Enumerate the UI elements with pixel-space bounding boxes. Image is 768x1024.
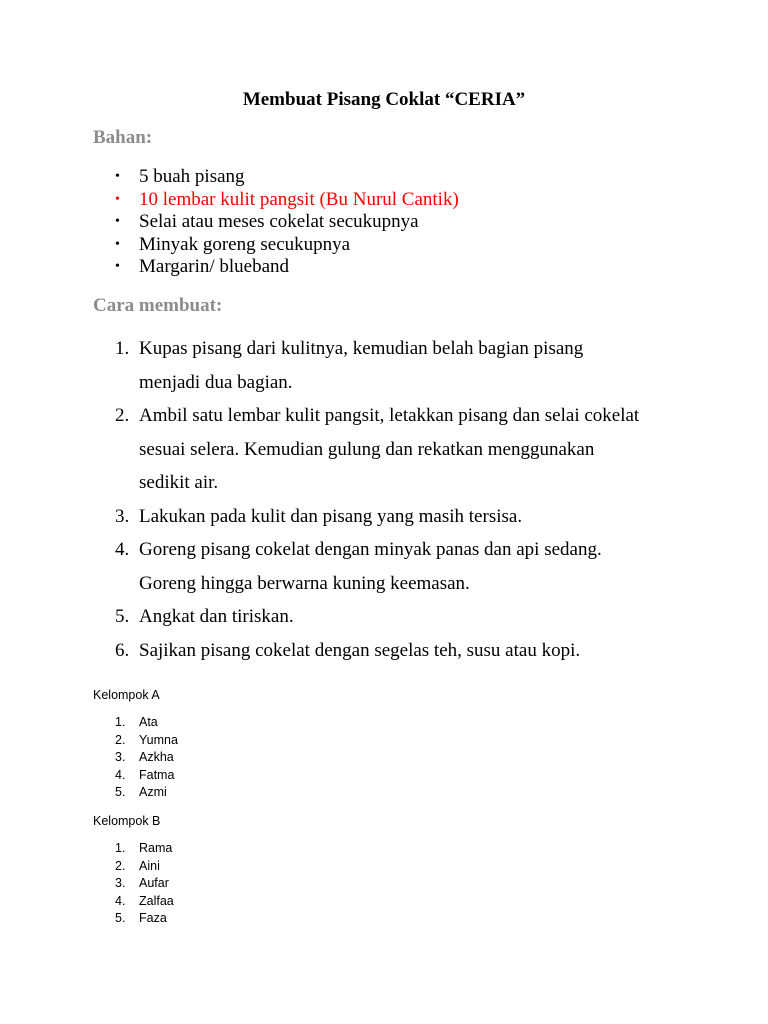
step-text: Lakukan pada kulit dan pisang yang masih tersisa. [139,505,523,527]
list-item [0,600,510,634]
step-number: 3. [115,505,130,527]
step-text: Kupas pisang dari kulitnya, kemudian belah bagian pisang menjadi dua bagian. [139,338,584,393]
ingredient-text: 10 lembar kulit pangsit (Bu Nurul Cantik) [139,188,459,210]
step-text: Angkat dan tiriskan. [139,606,294,627]
list-item [0,634,581,668]
member-name: Azmi [139,785,167,800]
step-number: 1. [115,338,130,359]
kelompok-a-label: Kelompok A [93,688,160,702]
member-number: 1. [115,715,126,729]
list-item [0,533,602,600]
member-number: 5. [115,911,126,926]
member-number: 4. [115,893,126,908]
member-name: Yumna [139,732,178,747]
cara-heading: Cara membuat: [93,295,223,316]
member-name: Rama [139,841,173,855]
member-number: 4. [115,767,126,782]
member-number: 1. [115,841,126,855]
bahan-heading: Bahan: [93,127,153,148]
member-name: Ata [139,715,158,729]
member-number: 3. [115,876,126,891]
step-number: 2. [115,405,130,426]
step-text: Sajikan pisang cokelat dengan segelas teh, susu atau kopi. [139,639,581,661]
member-name: Zalfaa [139,893,174,908]
page-title: Membuat Pisang Coklat “CERIA” [242,89,526,110]
member-name: Azkha [139,750,174,765]
member-name: Aini [139,858,160,873]
member-name: Faza [139,911,167,926]
bullet-icon: • [115,259,120,274]
list-item [0,500,523,534]
ingredient-text: Selai atau meses cokelat secukupnya [139,211,419,232]
member-name: Fatma [139,767,175,782]
ingredient-text: Minyak goreng secukupnya [139,233,351,255]
member-number: 5. [115,785,126,800]
ingredient-text: 5 buah pisang [139,166,245,187]
member-number: 2. [115,732,126,747]
steps-list [0,332,640,667]
list-item [0,399,640,500]
step-number: 6. [115,639,130,661]
list-item [0,332,584,399]
step-text: Ambil satu lembar kulit pangsit, letakkan pisang dan selai cokelat sesuai selera. Kemudian gulung dan rekatkan menggunakan sedikit air. [139,405,640,493]
kelompok-b-label: Kelompok B [93,814,161,828]
member-number: 2. [115,858,126,873]
step-text: Goreng pisang cokelat dengan minyak panas dan api sedang. Goreng hingga berwarna kuning keemasan. [139,539,602,594]
bullet-icon: • [115,236,120,252]
ingredient-text: Margarin/ blueband [139,256,290,277]
member-number: 3. [115,750,126,765]
bullet-icon: • [115,214,120,229]
bullet-icon: • [115,191,120,207]
step-number: 4. [115,539,130,560]
bullet-icon: • [115,169,120,184]
member-name: Aufar [139,876,169,891]
step-number: 5. [115,606,130,627]
